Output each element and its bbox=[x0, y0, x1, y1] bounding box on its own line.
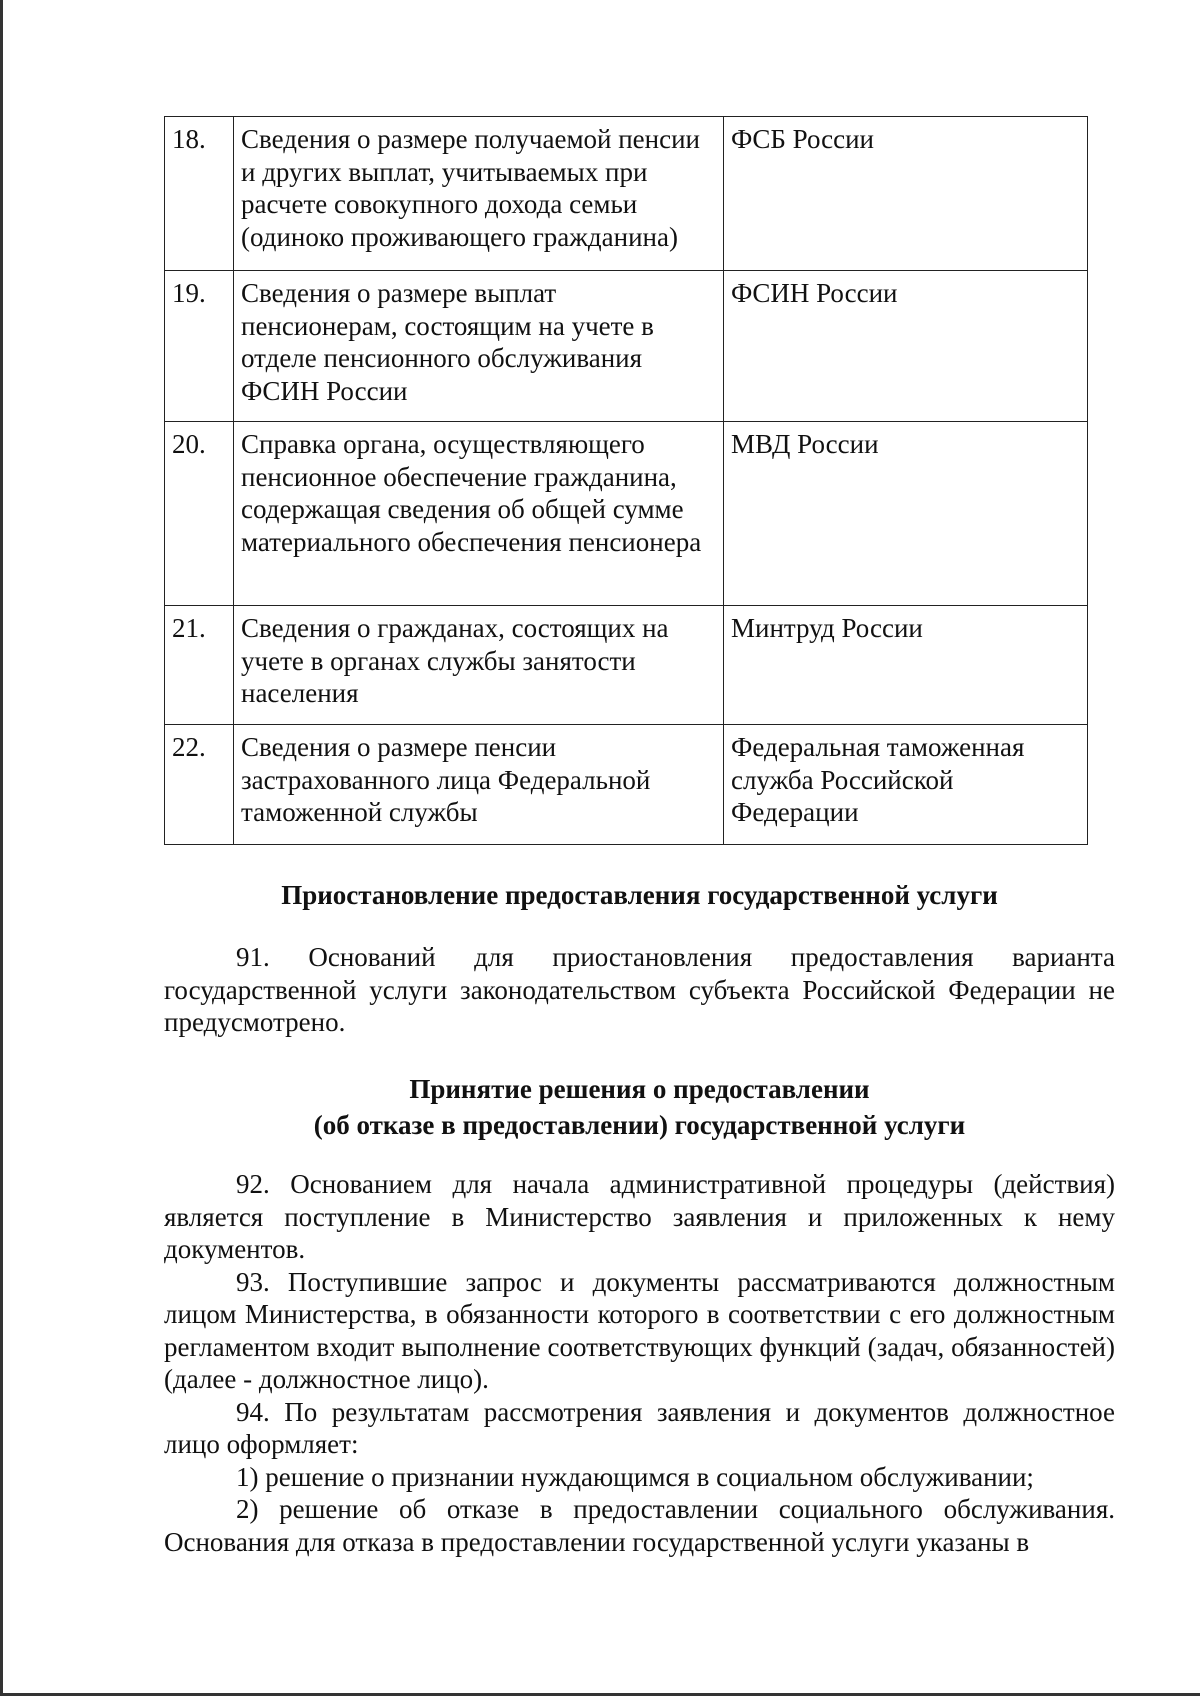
paragraph-92: 92. Основанием для начала административной процедуры (действия) является поступление в Министерство заявления и приложенных к нему документов. bbox=[164, 1169, 1115, 1264]
row-agency: Федеральная таможенная служба Российской Федерации bbox=[724, 725, 1088, 845]
section-decision-body bbox=[164, 1168, 1115, 1558]
row-information: Сведения о гражданах, состоящих на учете в органах службы занятости населения bbox=[234, 606, 724, 725]
row-number: 20. bbox=[165, 422, 234, 606]
paragraph-93: 93. Поступившие запрос и документы рассматриваются должностным лицом Министерства, в обязанности которого в соответствии с его должностным регламентом входит выполнение соответствующих функций (задач, обязанностей) (далее - должностное лицо). bbox=[164, 1266, 1115, 1394]
row-number: 18. bbox=[165, 117, 234, 271]
row-agency: ФСБ России bbox=[724, 117, 1088, 271]
table-row bbox=[165, 606, 1088, 725]
list-item-2: 2) решение об отказе в предоставлении социального обслуживания. Основания для отказа в предоставлении государственной услуги указаны в bbox=[164, 1494, 1115, 1557]
row-information: Сведения о размере пенсии застрахованного лица Федеральной таможенной службы bbox=[234, 725, 724, 845]
row-number: 21. bbox=[165, 606, 234, 725]
scan-left-edge bbox=[0, 0, 3, 1696]
table-row bbox=[165, 117, 1088, 271]
row-information: Сведения о размере выплат пенсионерам, состоящим на учете в отделе пенсионного обслуживания ФСИН России bbox=[234, 271, 724, 422]
heading-line-2: (об отказе в предоставлении) государственной услуги bbox=[313, 1110, 966, 1140]
table-row bbox=[165, 422, 1088, 606]
row-agency: МВД России bbox=[724, 422, 1088, 606]
section-suspension-body bbox=[164, 941, 1115, 1039]
documents-table bbox=[164, 116, 1088, 845]
row-agency: Минтруд России bbox=[724, 606, 1088, 725]
section-heading-suspension: Приостановление предоставления государственной услуги bbox=[281, 880, 998, 910]
table-row bbox=[165, 725, 1088, 845]
paragraph-94: 94. По результатам рассмотрения заявления и документов должностное лицо оформляет: bbox=[164, 1396, 1115, 1459]
section-heading-decision bbox=[164, 1071, 1115, 1143]
row-number: 22. bbox=[165, 725, 234, 845]
row-information: Сведения о размере получаемой пенсии и других выплат, учитываемых при расчете совокупного дохода семьи (одиноко проживающего гражданина) bbox=[234, 117, 724, 271]
row-information: Справка органа, осуществляющего пенсионное обеспечение гражданина, содержащая сведения об общей сумме материального обеспечения пенсионера bbox=[234, 422, 724, 606]
heading-line-1: Принятие решения о предоставлении bbox=[409, 1074, 870, 1104]
row-number: 19. bbox=[165, 271, 234, 422]
row-agency: ФСИН России bbox=[724, 271, 1088, 422]
list-item-1: 1) решение о признании нуждающимся в социальном обслуживании; bbox=[236, 1461, 1034, 1492]
table-row bbox=[165, 271, 1088, 422]
paragraph-91: 91. Оснований для приостановления предоставления варианта государственной услуги законодательством субъекта Российской Федерации не предусмотрено. bbox=[164, 942, 1115, 1037]
